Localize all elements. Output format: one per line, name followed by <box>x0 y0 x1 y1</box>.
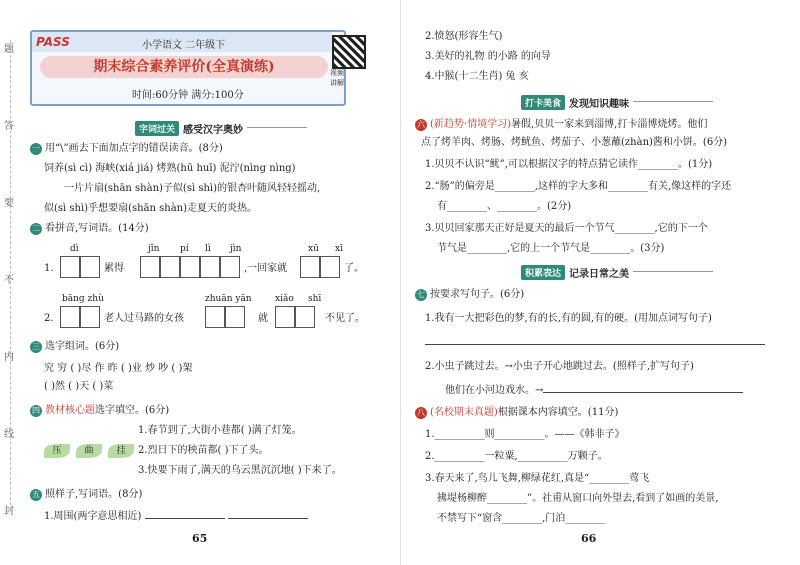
section-banner: 积累表达 记录日常之美 <box>521 264 713 280</box>
q6-line: 节气是________,它的上一个节气是________。(3分) <box>437 243 665 254</box>
q1-line: 似(sì shì)乎想要扇(shān shàn)走夏天的炎热。 <box>44 203 258 214</box>
writing-grid[interactable] <box>275 306 315 328</box>
q5-line: 4.中猴(十二生肖) 兔 亥 <box>425 71 529 82</box>
question-3: 三 选字组词。(6分) <box>32 341 120 352</box>
writing-grid[interactable] <box>140 256 240 278</box>
q8-line: 1.__________则__________。——《韩非子》 <box>425 429 625 440</box>
pinyin-label: lì <box>205 244 211 254</box>
q6-line: 3.贝贝回家那天正好是夏天的最后一个节气________,它的下一个 <box>425 223 708 234</box>
margin-char: 答 <box>4 121 14 132</box>
margin-char: 封 <box>4 506 14 517</box>
pinyin-label: jǐn <box>148 244 160 254</box>
pinyin-label: jìn <box>230 244 242 254</box>
page-number: 66 <box>581 532 597 545</box>
q6-line: 1.贝贝不认识“鱿”,可以根据汉字的特点猜它读作________。(1分) <box>425 159 713 170</box>
pinyin-label: bāng zhù <box>62 294 104 304</box>
binding-margin <box>4 40 18 517</box>
q1-line: 一片片扇(shān shàn)子似(sì shì)的银杏叶随风轻轻摇动, <box>64 183 321 194</box>
q5-line: 2.愤怒(形容生气) <box>425 31 503 42</box>
leaf-option: 曲 <box>76 444 102 458</box>
q7-line: 1.我有一大把彩色的梦,有的长,有的圆,有的硬。(用加点词写句子) <box>425 313 712 324</box>
pinyin-label: pí <box>180 244 189 254</box>
q5-line: 1.周围(两字意思相近) <box>44 508 308 524</box>
leaf-options <box>44 444 140 458</box>
qr-code-icon[interactable] <box>332 35 366 69</box>
exam-header <box>30 30 346 106</box>
q5-line: 3.美好的礼物 的小路 的向导 <box>425 51 551 62</box>
banner-tag: 字词过关 <box>135 121 179 136</box>
question-8: 八 (名校期末真题)根据课本内容填空。(11分) <box>417 407 619 418</box>
leaf-option: 挂 <box>108 444 134 458</box>
question-1: 一 用“\”画去下面加点字的错误读音。(8分) <box>32 143 223 154</box>
leaf-option: 压 <box>44 444 70 458</box>
margin-char: 内 <box>4 352 14 363</box>
q4-line: 2.烈日下的秧苗都( )下了头。 <box>138 445 269 456</box>
q8-line: 不禁写下“窗含________,门泊________ <box>437 513 606 524</box>
q6-line: 2.“肠”的偏旁是________,这样的字大多和________有关,像这样的字还 <box>425 181 732 192</box>
answer-line[interactable] <box>425 344 765 345</box>
q4-line: 1.春节到了,大街小巷都( )满了灯笼。 <box>138 425 302 436</box>
q7-line: 他们在小河边戏水。→ <box>445 382 743 398</box>
question-4: 四 教材核心题选字填空。(6分) <box>32 405 170 416</box>
subject-label: 小学语文 二年级下 <box>142 40 226 51</box>
pinyin-label: dì <box>70 244 79 254</box>
pinyin-label: xiǎo <box>275 294 294 304</box>
exam-meta: 时间:60分钟 满分:100分 <box>132 90 244 101</box>
qr-caption: 视频讲解 <box>330 69 344 87</box>
q7-line: 2.小虫子跳过去。→小虫子开心地跳过去。(照样子,扩写句子) <box>425 361 694 372</box>
pinyin-label: shī <box>308 294 322 304</box>
pinyin-label: zhuān yān <box>205 294 252 304</box>
writing-grid[interactable] <box>300 256 340 278</box>
margin-char: 要 <box>4 198 14 209</box>
q4-line: 3.快要下雨了,满天的乌云黑沉沉地( )下来了。 <box>138 465 342 476</box>
question-6: 六 (新趋势·情境学习)暑假,贝贝一家来到淄博,打卡淄博烧烤。他们 <box>417 119 708 130</box>
right-page <box>401 0 800 565</box>
q1-line: 饲养(sì cì) 海峡(xiá jiá) 烤熟(hū huī) 泥泞(nìng nìng) <box>44 163 296 174</box>
brand-logo: PASS <box>36 35 70 49</box>
question-2: 二 看拼音,写词语。(14分) <box>32 223 149 234</box>
q8-line: 3.春天来了,鸟儿飞舞,柳绿花红,真是“________莺飞 <box>425 473 650 484</box>
left-page: 题 答 要 不 内 线 封 PASS 小学语文 二年级下 期末综合素养评价(全真演练) 时间:60分钟 满分:100分 视频讲解 字词过关 感受汉字奥妙 一 用“\”画去下面加点字的错误读音。(8分) 饲养(sì cì) 海峡(xiá jiá) 烤熟(hū huī) 泥泞(nìng nìng) 一片片扇(shān shàn)子似(sì shì)的银杏叶随风轻轻摇动, 似(sì shì)乎想要扇(shān shàn)走夏天的炎热。 二 看拼音,写词语。(14分) dì jǐn pí lì jìn xū xī 1. 累得 ,一回家就 了。 bāng zhù zhuān yān xiǎo shī 2. 老人过马路的女孩 就 不见了。 三 选字组词。(6分) 究 穷 ( )尽 作 昨 ( )业 炒 吵 ( )架 ( )然 ( )天 ( )菜 四 教材核心题选字填空。(6分) 压 曲 挂 1.春节到了,大街小巷都( )满了灯笼。 2.烈日下的秧苗都( )下了头。 3.快要下雨了,满天的乌云黑沉沉地( )下来了。 五 照样子,写词语。(8分) 1.周围(两字意思相近) 65 <box>0 0 401 565</box>
question-5: 五 照样子,写词语。(8分) <box>32 489 143 500</box>
writing-grid[interactable] <box>60 256 100 278</box>
margin-char: 不 <box>4 275 14 286</box>
section-banner <box>135 120 307 136</box>
q3-line: ( )然 ( )天 ( )菜 <box>44 381 114 392</box>
banner-title: 感受汉字奥妙 <box>183 124 244 136</box>
writing-grid[interactable] <box>60 306 100 328</box>
question-7: 七 按要求写句子。(6分) <box>417 289 525 300</box>
pinyin-label: xī <box>335 244 343 254</box>
page-number: 65 <box>192 532 208 545</box>
q8-line: 2.__________一粒粟,__________万颗子。 <box>425 451 608 462</box>
margin-char: 题 <box>4 44 14 55</box>
q6-line: 点了烤羊肉、烤肠、烤鱿鱼、烤茄子、小葱蘸(zhàn)酱和小饼。(6分) <box>421 137 728 148</box>
section-banner: 打卡美食 发现知识趣味 <box>521 94 713 110</box>
exam-title: 期末综合素养评价(全真演练) <box>40 56 328 78</box>
q3-line: 究 穷 ( )尽 作 昨 ( )业 炒 吵 ( )架 <box>44 363 193 374</box>
q8-line: 拂堤杨柳醉________”。社甫从窗口向外望去,看到了如画的美景, <box>437 493 719 504</box>
writing-grid[interactable] <box>205 306 245 328</box>
margin-char: 线 <box>4 429 14 440</box>
pinyin-label: xū <box>308 244 319 254</box>
q6-line: 有________、________。(2分) <box>437 201 572 212</box>
